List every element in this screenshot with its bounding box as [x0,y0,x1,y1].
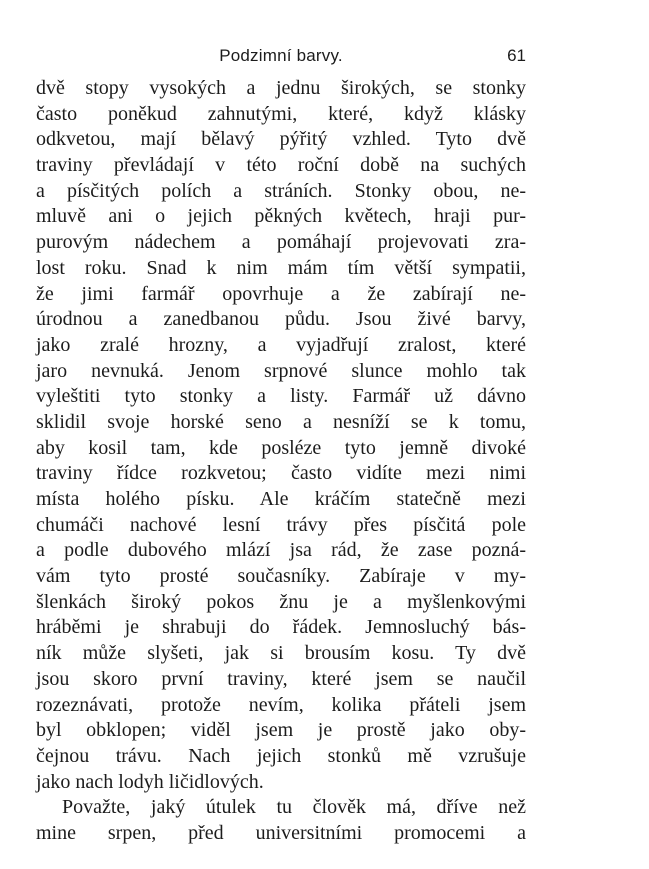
text-line: jaro nevnuká. Jenom srpnové slunce mohlo tak [36,359,526,382]
page-number: 61 [507,46,526,65]
text-line: šlenkách široký pokos žnu je a myšlenkovými [36,590,526,613]
text-line: sklidil svoje horské seno a nesníží se k tomu, [36,410,526,433]
text-line: dvě stopy vysokých a jednu širokých, se stonky [36,77,526,99]
text-line: čejnou trávu. Nach jejich stonků mě vzrušuje [36,744,526,767]
text-line: rozeznávati, protože nevím, kolika přáteli jsem [36,693,526,716]
text-line: aby kosil tam, kde posléze tyto jemně divoké [36,436,526,459]
text-line: jsou skoro první traviny, které jsem se naučil [36,667,526,690]
text-line: jako zralé hrozny, a vyjadřují zralost, které [36,333,526,356]
text-line: lost roku. Snad k nim mám tím větší sympatii, [36,256,526,279]
text-line: často poněkud zahnutými, které, když klásky [36,102,526,125]
text-line: mine srpen, před universitními promocemi a [36,821,526,844]
text-line: vám tyto prosté současníky. Zabíraje v my- [36,565,526,588]
text-line: a písčitých polích a stráních. Stonky obou, ne- [36,179,526,202]
chapter-title: Podzimní barvy. [219,46,343,65]
running-head [36,46,526,70]
text-line: traviny převládají v této roční době na suchých [36,154,526,177]
body-text [36,76,526,847]
text-line: odkvetou, mají bělavý pýřitý vzhled. Tyto dvě [36,128,526,151]
text-line: chumáči nachové lesní trávy přes písčitá pole [36,513,526,536]
text-line: že jimi farmář opovrhuje a že zabírají ne- [36,282,526,305]
text-line: úrodnou a zanedbanou půdu. Jsou živé barvy, [36,308,526,331]
text-line: mluvě ani o jejich pěkných květech, hraji pur- [36,205,526,228]
text-line: vyleštiti tyto stonky a listy. Farmář už dávno [36,385,526,408]
text-line: hráběmi je shrabuji do řádek. Jemnosluchý bás- [36,616,526,639]
text-line: purovým nádechem a pomáhají projevovati zra- [36,231,526,254]
paragraph-start-line: Považte, jaký útulek tu člověk má, dříve než [62,796,526,819]
text-line: byl obklopen; viděl jsem je prostě jako oby- [36,719,526,742]
paragraph-end-line: jako nach lodyh ličidlových. [36,770,264,793]
text-line: místa holého písku. Ale kráčím statečně mezi [36,488,526,510]
text-line: a podle dubového mlází jsa rád, že zase pozná- [36,539,526,562]
text-line: traviny řídce rozkvetou; často vidíte mezi nimi [36,462,526,485]
text-line: ník může slyšeti, jak si brousím kosu. Ty dvě [36,642,526,665]
